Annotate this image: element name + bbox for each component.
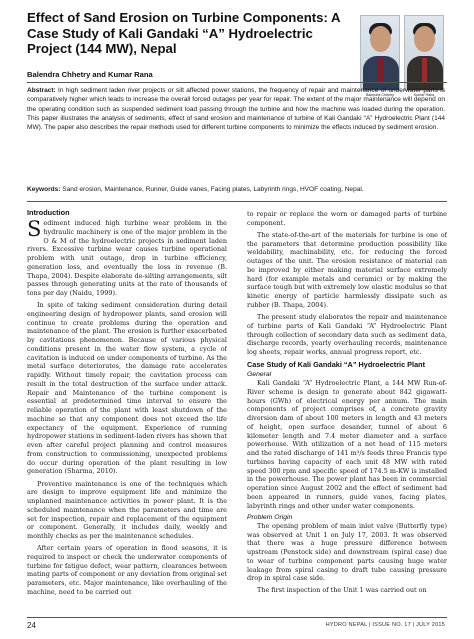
page-number: 24 <box>27 621 36 630</box>
footer-rule <box>27 617 447 618</box>
abstract-label: Abstract: <box>27 87 56 94</box>
heading-case-study: Case Study of Kali Gandaki “A” Hydroelectric Plant <box>247 360 426 370</box>
author-photo-caption-2: Kumar Rana <box>413 93 435 97</box>
problem-paragraph-1: The opening problem of main inlet valve (Butterfly type) was observed at Unit 1 on July 17, 2003. It was observed that there was a huge pressure difference between upstream (Penstock side) and downstream (spiral case) due to wear of turbine component parts causing huge water leakage from spiral casing to draft tube causing pressure drop in spiral case side. <box>247 521 447 583</box>
left-column <box>27 208 227 608</box>
intro-paragraph-1-text: ediment induced high turbine wear problem in the hydraulic machinery is one of the major problem in the O & M of the hydroelectric projects in sediment laden rivers. Excessive turbine wear causes turbine operational problem with unit outage, drop in turbine efficiency, generation loss, and eventually the loss in revenue (B. Thapa, 2004). Despite elaborate de-silting arrangements, silt passes through generating units at the rate of thousands of tons per day (Naidu, 1999). <box>27 219 227 297</box>
author-photo-2 <box>404 15 444 91</box>
top-rule <box>27 82 447 83</box>
keywords-text: Sand erosion, Maintenance, Runner, Guide vanes, Facing plates, Labyrinth rings, HVOF coating, Nepal. <box>60 186 364 193</box>
body-paragraph-2: The state-of-the-art of the materials for turbine is one of the parameters that determine production possibility like weldability, machinability, etc. for reducing the forced outages of the unit. The erosion resistance of material can be improved by either making material surface extremely hard (for example metals and ceramic) or by making the surface tough but with extremely low elastic modulus so that kinetic energy of particle harmlessly dissipate such as rubber (B. Thapa, 2004). <box>247 230 447 309</box>
intro-paragraph-2: In spite of taking sediment consideration during detail engineering design of hydropower plants, sand erosion will continue to create problems during the operation and maintenance of the plant. The erosion is further exacerbated by cavitations phenomenon. Because of various physical conditions present in the water flow system, a cycle of cavitation is induced on under components of turbine. As the metal surface deteriorates, the damage rate accelerates rapidly. Without timely repair, the cavitation process can result in the total destruction of the surface under attack. Repair and Maintenance of the turbine component is essential at predetermined time interval to ensure the reliable operation of the plant with least shutdown of the machine so that any component does not exceed the life expectancy of the equipment. Experience of running hydropower stations in sediment-laden rivers has shown that even after careful project planning and control measures from construction to commissioning, unexpected problems do occur during operation of the plant resulting in low generation (Sharma, 2010). <box>27 301 227 476</box>
body-paragraph-3: The present study elaborates the repair and maintenance of turbine parts of Kali Gandaki “A” Hydroelectric Plant through collection of secondary data such as sediment data, discharge records, yearly overhauling records, maintenance log sheets, repair works, annual progress report, etc. <box>247 313 447 357</box>
heading-introduction: Introduction <box>27 208 70 217</box>
dropcap: S <box>27 217 42 241</box>
abstract-text: In high sediment laden river projects or silt affected power stations, the frequency of repair and maintenance of underwater parts is comparatively higher which leads to increase the overall forced outages per year for repair. The extent of the major maintenance will depend on the operating condition such as suspended sediment load passing through the turbine and how the machine was loaded during the operation. This paper illustrates the analysis of sediments, effect of sand erosion and maintenance of turbine of Kali Gandaki “A” Hydroelectric Plant (144 MW). The paper also describes the repair methods used for different turbine components to minimize the effects induced by sediment erosion. <box>27 87 445 131</box>
subheading-general: General <box>247 371 272 379</box>
right-column <box>247 210 447 610</box>
section-rule <box>27 201 447 202</box>
general-paragraph: Kali Gandaki “A” Hydroelectric Plant, a 144 MW Run-of-River scheme is design to generate about 842 gigawatt-hours (GWh) of electrical energy per annum. The main components of project comprises of, a concrete gravity diversion dam of about 100 meters in length and 43 meters of height, open surface desander, tunnel of about 6 kilometer length and 7.4 meter diameter and a surface powerhouse. With utilization of a net head of 115 meters and the rated discharge of 141 m³/s feeds three Francis type turbines having capacity of each unit 48 MW with rated speed 300 rpm and specific speed of 174.5 m-KW is installed in the powerhouse. The power plant has been in commercial operation since August 2002 and the effect of sediment had been appeared in runners, guide vanes, facing plates, labyrinth rings and other under water components. <box>247 379 447 510</box>
problem-paragraph-2: The first inspection of the Unit 1 was carried out on <box>257 586 427 595</box>
journal-footer: HYDRO NEPAL | ISSUE NO. 17 | JULY 2015 <box>325 622 445 628</box>
intro-paragraph-1 <box>27 219 227 298</box>
abstract <box>27 86 445 132</box>
authors: Balendra Chhetry and Kumar Rana <box>27 70 153 79</box>
author-photo-caption-1: Balendra Chhetry <box>366 93 394 97</box>
subheading-problem-origin: Problem Origin <box>247 513 293 521</box>
keywords-label: Keywords: <box>27 186 61 193</box>
keywords <box>27 185 445 194</box>
intro-paragraph-3: Preventive maintenance is one of the techniques which are design to improve equipment life and minimize the unplanned maintenance activities in power plant. It is the scheduled maintenance when the parameters and time are set for inspection, repair and replacement of the equipment or component. Generally, it includes daily, weekly and monthly checks as per the maintenance schedules. <box>27 479 227 541</box>
intro-paragraph-4: After certain years of operation in flood seasons, it is required to inspect or check the underwater components of turbine for fatigue defect, wear pattern, clearances between mating parts of component or any deviation from original set parameters, etc. Major maintenance, like overhauling of the machine, need to be carried out <box>27 544 227 596</box>
body-paragraph-1: to repair or replace the worn or damaged parts of turbine component. <box>247 210 447 227</box>
author-photo-1 <box>360 15 400 91</box>
paper-title: Effect of Sand Erosion on Turbine Components: A Case Study of Kali Gandaki “A” Hydroelectric Project (144 MW), Nepal <box>27 10 341 56</box>
